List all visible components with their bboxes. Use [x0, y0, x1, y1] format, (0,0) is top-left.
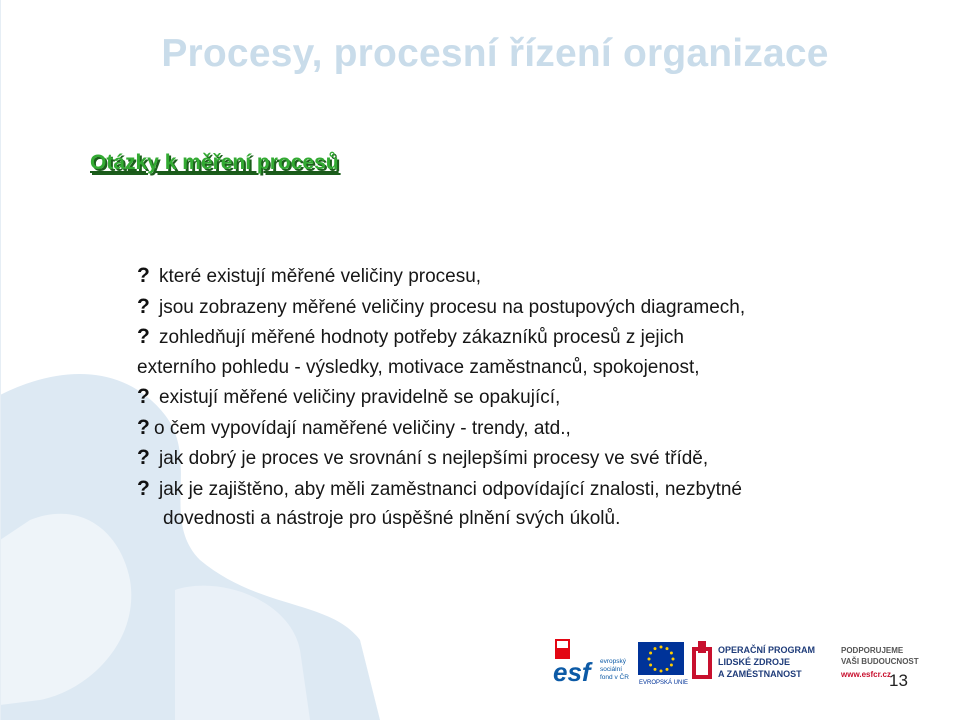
question-list: [137, 261, 937, 534]
list-item-text: zohledňují měřené hodnoty potřeby zákazníků procesů z jejich: [159, 327, 684, 348]
funding-logos: [553, 637, 933, 689]
question-mark-icon: ?: [137, 385, 150, 408]
svg-text:A ZAMĚSTNANOST: A ZAMĚSTNANOST: [718, 669, 802, 679]
svg-text:VAŠI BUDOUCNOST: VAŠI BUDOUCNOST: [841, 657, 919, 666]
list-item-text: jak dobrý je proces ve srovnání s nejlepšími procesy ve své třídě,: [159, 448, 709, 469]
svg-text:EVROPSKÁ UNIE: EVROPSKÁ UNIE: [639, 680, 689, 686]
list-item-text: o čem vypovídají naměřené veličiny - trendy, atd.,: [154, 417, 571, 439]
svg-text:fond v ČR: fond v ČR: [600, 674, 629, 681]
question-mark-icon: ?: [137, 446, 150, 469]
svg-text:evropský: evropský: [600, 658, 627, 665]
list-item-continuation: externího pohledu - výsledky, motivace zaměstnanců, spokojenost,: [137, 356, 700, 378]
list-item-continuation: dovednosti a nástroje pro úspěšné plnění svých úkolů.: [163, 508, 621, 529]
eu-flag-logo: [638, 642, 688, 686]
svg-text:sociální: sociální: [600, 666, 623, 673]
list-item-text: jak je zajištěno, aby měli zaměstnanci odpovídající znalosti, nezbytné: [159, 478, 742, 500]
svg-text:LIDSKÉ ZDROJE: LIDSKÉ ZDROJE: [718, 657, 791, 667]
list-item: [137, 261, 937, 292]
question-mark-icon: ?: [137, 294, 150, 318]
list-item-text: které existují měřené veličiny procesu,: [159, 266, 482, 287]
list-item: [137, 322, 937, 382]
list-item: [137, 382, 937, 413]
list-item: [137, 413, 937, 444]
question-mark-icon: ?: [137, 264, 150, 287]
svg-text:OPERAČNÍ PROGRAM: OPERAČNÍ PROGRAM: [718, 645, 816, 655]
svg-text:www.esfcr.cz: www.esfcr.cz: [841, 670, 891, 679]
esf-logo: [553, 639, 629, 687]
section-heading: Otázky k měření procesů: [90, 151, 339, 174]
question-mark-icon: ?: [137, 415, 150, 439]
question-mark-icon: ?: [137, 476, 150, 500]
list-item-text: jsou zobrazeny měřené veličiny procesu na postupových diagramech,: [159, 296, 746, 318]
list-item: [137, 474, 937, 534]
page-number: 13: [889, 671, 908, 690]
op-lzz-logo: [694, 641, 815, 679]
list-item: [137, 292, 937, 323]
slide-title: Procesy, procesní řízení organizace: [161, 32, 829, 75]
svg-text:PODPORUJEME: PODPORUJEME: [841, 646, 904, 655]
svg-text:esf: esf: [553, 657, 591, 687]
list-item: [137, 443, 937, 474]
question-mark-icon: ?: [137, 325, 150, 348]
list-item-text: existují měřené veličiny pravidelně se opakující,: [159, 387, 561, 408]
